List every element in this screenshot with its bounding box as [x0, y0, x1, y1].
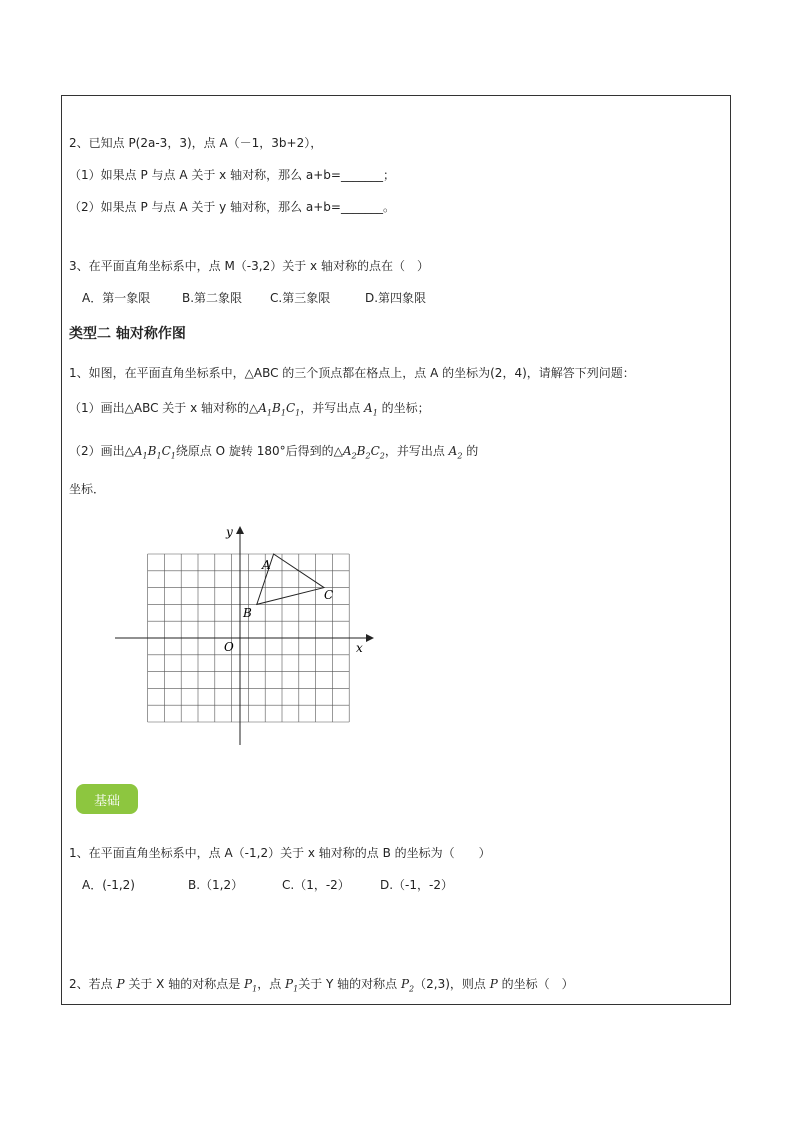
q3-option-a: A．第一象限: [82, 291, 151, 305]
t2q1-p1-text-b: ，并写出点: [300, 401, 361, 415]
basic-q1-option-a: A．(-1,2): [82, 878, 135, 892]
basic-q2-text-b: 关于 X 轴的对称点是: [128, 977, 241, 991]
math-p: P: [112, 977, 129, 991]
math-a2: $A_2$: [444, 444, 463, 461]
label-o: O: [224, 640, 234, 654]
basic-q1-option-d: D.（-1，-2）: [380, 878, 453, 892]
q2-part1: （1）如果点 P 与点 A 关于 x 轴对称，那么 a+b=_______；: [69, 168, 395, 182]
q3-stem: 3、在平面直角坐标系中，点 M（-3,2）关于 x 轴对称的点在（ ）: [69, 259, 429, 273]
t2q1-p2-text-b: 绕原点 O 旋转 180°后得到的△: [175, 444, 343, 458]
basic-q2-stem: [69, 976, 574, 997]
basic-q1-option-c: C.（1，-2）: [282, 878, 350, 892]
math-p2: $P_2$: [397, 977, 415, 994]
basic-badge: 基础: [76, 784, 138, 814]
t2q1-p2-text-c: ，并写出点: [384, 444, 445, 458]
basic-q2-text-f: 的坐标（ ）: [501, 977, 574, 991]
q2-part2: （2）如果点 P 与点 A 关于 y 轴对称，那么 a+b=_______。: [69, 200, 395, 214]
t2q1-part1: [69, 400, 430, 421]
label-b: B: [243, 606, 252, 620]
math-p1-2: $P_1$: [281, 977, 299, 994]
t2q1-p2-text-d: 的: [466, 444, 479, 458]
q3-option-d: D.第四象限: [365, 291, 427, 305]
label-y: y: [226, 525, 233, 539]
basic-q2-text-c: ，点: [257, 977, 282, 991]
t2q1-stem: 1、如图，在平面直角坐标系中，△ABC 的三个顶点都在格点上，点 A 的坐标为(2，4)，请解答下列问题：: [69, 366, 635, 380]
label-a: A: [262, 558, 271, 572]
t2q1-p2-text-a: （2）画出△: [69, 444, 134, 458]
math-p1: $P_1$: [240, 977, 258, 994]
t2q1-p1-text-c: 的坐标；: [381, 401, 430, 415]
q3-option-c: C.第三象限: [270, 291, 331, 305]
label-c: C: [324, 588, 334, 602]
math-a2b2c2: $A_2B_2C_2$: [342, 444, 385, 461]
math-a1: $A_1$: [360, 401, 378, 418]
section-title: 类型二 轴对称作图: [69, 326, 186, 342]
coordinate-figure: [110, 520, 380, 750]
basic-q2-text-e: （2,3)，则点: [414, 977, 486, 991]
q2-stem: 2、已知点 P(2a-3，3)，点 A（－1，3b+2），: [69, 136, 323, 150]
q3-option-b: B.第二象限: [182, 291, 243, 305]
basic-q1-option-b: B.（1,2）: [188, 878, 244, 892]
math-a1b1c1: $A_1B_1C_1$: [258, 401, 301, 418]
x-axis-arrow: [366, 634, 374, 642]
t2q1-part2: [69, 443, 478, 464]
t2q1-part2-cont: 坐标．: [69, 482, 106, 496]
basic-q2-text-d: 关于 Y 轴的对称点: [298, 977, 398, 991]
math-p-2: P: [485, 977, 502, 991]
basic-q2-text-a: 2、若点: [69, 977, 113, 991]
math-a1b1c1-2: $A_1B_1C_1$: [133, 444, 176, 461]
y-axis-arrow: [236, 526, 244, 534]
t2q1-p1-text-a: （1）画出△ABC 关于 x 轴对称的△: [69, 401, 259, 415]
label-x: x: [356, 641, 363, 655]
basic-q1-stem: 1、在平面直角坐标系中，点 A（-1,2）关于 x 轴对称的点 B 的坐标为（ ）: [69, 846, 491, 860]
